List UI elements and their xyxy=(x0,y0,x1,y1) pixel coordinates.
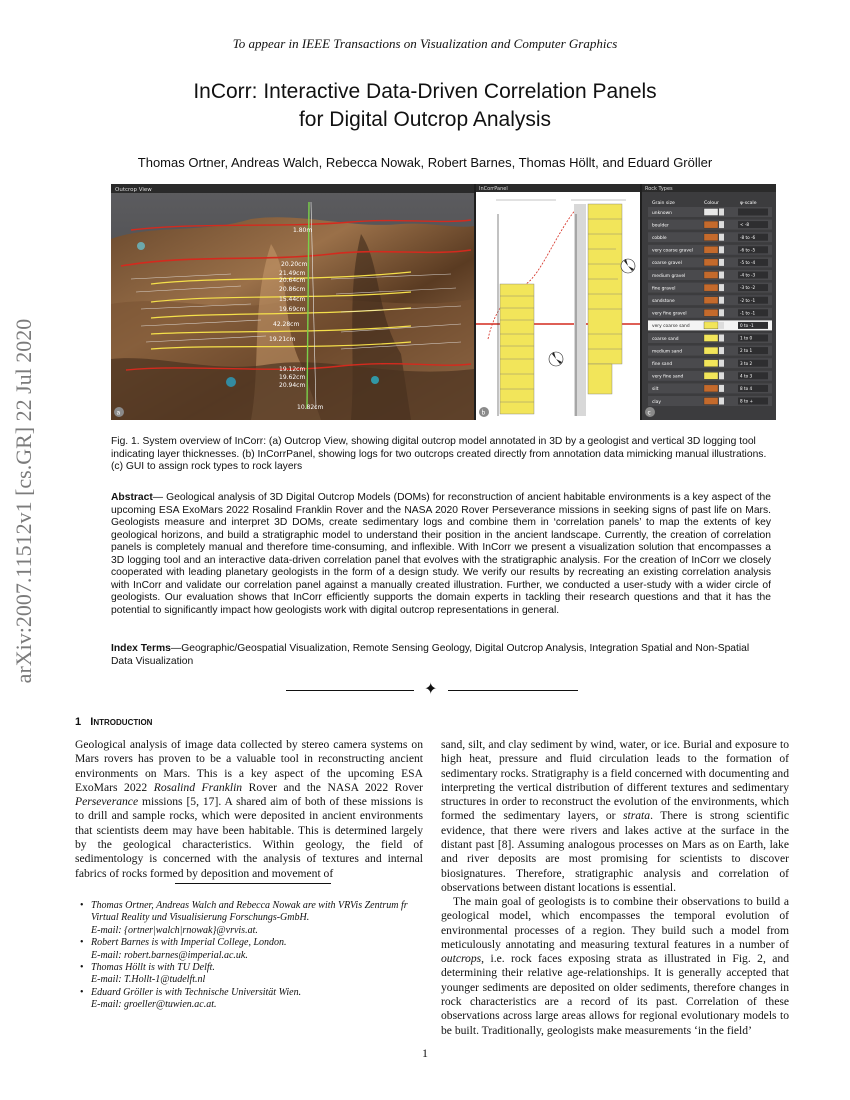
rock-type-name: boulder xyxy=(652,223,669,229)
title-line-1: InCorr: Interactive Data-Driven Correlation Panels xyxy=(193,80,657,103)
measurement-label: 20.94cm xyxy=(279,382,306,389)
measurement-label: 20.64cm xyxy=(279,277,306,284)
color-dropdown-button[interactable] xyxy=(719,309,724,316)
phi-value: -1 to -1 xyxy=(740,310,756,316)
incorr-panel[interactable] xyxy=(476,184,640,420)
rock-type-name: unknown xyxy=(652,210,672,216)
rock-types-label: Rock Types xyxy=(645,186,673,192)
phi-value: -4 to -3 xyxy=(740,272,756,278)
phi-value: 3 to 2 xyxy=(740,360,753,366)
color-dropdown-button[interactable] xyxy=(719,335,724,342)
phi-value: 4 to 3 xyxy=(740,373,753,379)
phi-value: 1 to 0 xyxy=(740,335,753,341)
rock-table-header: Grain size xyxy=(652,201,675,206)
rock-color-swatch[interactable] xyxy=(704,221,718,228)
measurement-label: 20.86cm xyxy=(279,286,306,293)
panel-letter-a: a xyxy=(116,409,121,417)
rock-type-name: medium gravel xyxy=(652,273,686,279)
separator-line-left xyxy=(286,690,414,691)
color-dropdown-button[interactable] xyxy=(719,234,724,241)
measurement-label: 15.44cm xyxy=(279,296,306,303)
color-dropdown-button[interactable] xyxy=(719,385,724,392)
rock-type-name: very fine gravel xyxy=(652,311,687,317)
intro-paragraph-2: sand, silt, and clay sediment by wind, water, or ice. Burial and exposure to high heat, pressure and fluid circulation leads to the formation of sedimentary rocks. Stratigraphy is a field concerned with documenting and interpreting the vertical distribution of different textures and sedimentary structures in order to reconstruct the evolution of the environments, which formed the sedimentary layers, or strata. There is strong scientific evidence, that there were rivers and lakes active at the surface in the distant past [8]. Assuming analogous processes on Mars as on Earth, lake and river deposits are most promising for scientists to discover biosignatures. Therefore, stratigraphic analysis and correlation of observations between distant locations is essential. xyxy=(441,738,789,894)
phi-value: 2 to 1 xyxy=(740,348,753,354)
measurement-label: 1.80m xyxy=(293,227,313,234)
measurement-label: 21.49cm xyxy=(279,270,306,277)
outcrop-view[interactable] xyxy=(111,184,474,420)
figure-1-graphic xyxy=(111,184,776,420)
author-footnotes xyxy=(80,900,425,1012)
rock-color-swatch[interactable] xyxy=(704,272,718,279)
rock-color-swatch[interactable] xyxy=(704,385,718,392)
rock-type-name: sandstone xyxy=(652,299,675,304)
footnote-rule xyxy=(175,883,331,884)
color-dropdown-button[interactable] xyxy=(719,259,724,266)
index-terms-text: —Geographic/Geospatial Visualization, Remote Sensing Geology, Digital Outcrop Analysis, Integration Spatial and Non-Spatial Data Visualization xyxy=(111,643,750,667)
measurement-label: 19.69cm xyxy=(279,306,306,313)
phi-value: -6 to -5 xyxy=(740,247,756,253)
color-dropdown-button[interactable] xyxy=(719,398,724,405)
title-line-2: for Digital Outcrop Analysis xyxy=(298,108,552,131)
rock-color-swatch[interactable] xyxy=(704,360,718,367)
abstract-label: Abstract xyxy=(111,492,153,503)
panel-letter-b: b xyxy=(481,409,486,417)
color-dropdown-button[interactable] xyxy=(719,284,724,291)
rock-type-name: coarse sand xyxy=(652,336,679,342)
rock-color-swatch[interactable] xyxy=(704,259,718,266)
phi-value: 8 to 4 xyxy=(740,386,753,391)
rock-color-swatch[interactable] xyxy=(704,297,718,304)
measurement-label: 10.82cm xyxy=(297,404,324,411)
rock-type-name: cobble xyxy=(652,236,667,241)
arxiv-stamp xyxy=(4,298,44,698)
rock-types-panel[interactable] xyxy=(642,184,776,420)
footnote-item: • Thomas Höllt is with TU Delft. E-mail: T.Hollt-1@tudelft.nl xyxy=(80,962,425,987)
rock-type-name: coarse gravel xyxy=(652,261,682,267)
measurement-label: 20.20cm xyxy=(281,261,308,268)
rock-color-swatch[interactable] xyxy=(704,246,718,253)
color-dropdown-button[interactable] xyxy=(719,246,724,253)
rock-color-swatch[interactable] xyxy=(704,234,718,241)
color-dropdown-button[interactable] xyxy=(719,209,724,216)
intro-paragraph-3: The main goal of geologists is to combine their observations to build a geological model, which encompasses the temporal evolution of environmental processes of a region. They build such a model from meticulously annotating and measuring textural features in a number of outcrops, i.e. rock faces exposing strata as illustrated in Fig. 2, and determining their relative age-relationships. It is generally accepted that younger sediments are deposited on older sediments, therefore changes in rock characteristics are a record of its past. Correlation of these observations across large areas allows for regional evolutionary models to be built. Traditionally, geologists make measurements ‘in the field’ xyxy=(441,895,789,1037)
author-list: Thomas Ortner, Andreas Walch, Rebecca Nowak, Robert Barnes, Thomas Höllt, and Eduard Gröller xyxy=(137,155,713,170)
rock-type-name: medium sand xyxy=(652,349,682,355)
section-heading xyxy=(75,716,152,728)
index-terms xyxy=(111,643,771,668)
measurement-label: 42.28cm xyxy=(273,321,300,328)
rock-type-name: very coarse sand xyxy=(652,324,690,330)
color-dropdown-button[interactable] xyxy=(719,372,724,379)
color-dropdown-button[interactable] xyxy=(719,347,724,354)
abstract-text: — Geological analysis of 3D Digital Outcrop Models (DOMs) for reconstruction of ancient habitable environments is a key aspect of the upcoming ESA ExoMars 2022 Rosalind Franklin Rover and the NASA 2020 Rover Perseverance missions in seeking signs of past life on Mars. Geologists measure and interpret 3D DOMs, create sedimentary logs and combine them in ‘correlation panels’ to map the extents of key geological horizons, and build a stratigraphic model to understand their position in the ancient landscape. Currently, the creation of correlation panels is completely manual and therefore time-consuming, and inflexible. With InCorr we present a visualization solution that encompasses a 3D logging tool and an interactive data-driven correlation panel that evolves with the stratigraphic analysis. For the creation of InCorr we closely cooperated with leading planetary geologists in the form of a design study. We verify our results by recreating an existing correlation analysis with InCorr and validate our correlation panel against a manually created illustration. Further, we conducted a user-study with a wider circle of geologists. Our evaluation shows that InCorr efficiently supports the domain experts in tackling their research questions and that it has the potential to significantly impact how geologists work with digital outcrop representations in general. xyxy=(111,492,771,616)
measurement-label: 19.62cm xyxy=(279,374,306,381)
rock-type-name: very coarse gravel xyxy=(652,248,693,254)
rock-color-swatch[interactable] xyxy=(704,398,718,405)
incorr-panel-label: InCorrPanel xyxy=(479,186,508,192)
phi-value: 8 to + xyxy=(740,398,754,404)
color-dropdown-button[interactable] xyxy=(719,221,724,228)
rock-table-header: φ-scale xyxy=(740,201,757,206)
panel-letter-c: c xyxy=(647,409,651,417)
rock-color-swatch[interactable] xyxy=(704,347,718,354)
footnote-item: • Robert Barnes is with Imperial College, London. E-mail: robert.barnes@imperial.ac.uk. xyxy=(80,937,425,962)
measurement-label: 19.12cm xyxy=(279,366,306,373)
paper-title xyxy=(0,78,850,134)
color-dropdown-button[interactable] xyxy=(719,322,724,329)
rock-color-swatch[interactable] xyxy=(704,322,718,329)
arxiv-identifier: arXiv:2007.11512v1 [cs.GR] 22 Jul 2020 xyxy=(11,318,36,684)
phi-value: -3 to -2 xyxy=(740,285,756,291)
rock-color-swatch[interactable] xyxy=(704,209,718,216)
rock-type-name: very fine sand xyxy=(652,374,684,380)
color-dropdown-button[interactable] xyxy=(719,360,724,367)
abstract xyxy=(111,492,771,617)
rock-color-swatch[interactable] xyxy=(704,309,718,316)
rock-color-swatch[interactable] xyxy=(704,284,718,291)
footnote-item: • Eduard Gröller is with Technische Universität Wien. E-mail: groeller@tuwien.ac.at. xyxy=(80,987,425,1012)
rock-type-name: fine gravel xyxy=(652,286,676,292)
color-dropdown-button[interactable] xyxy=(719,272,724,279)
separator-diamond: ✦ xyxy=(424,681,438,698)
figure-caption: Fig. 1. System overview of InCorr: (a) Outcrop View, showing digital outcrop model annotated in 3D by a geologist and vertical 3D logging tool indicating layer thicknesses. (b) InCorrPanel, showing logs for two outcrops created directly from annotation data mimicking manual illustrations. (c) GUI to assign rock types to rock layers xyxy=(111,436,767,472)
section-title: Introduction xyxy=(90,716,153,728)
section-number: 1 xyxy=(75,716,82,728)
rock-type-name: silt xyxy=(652,387,659,393)
page-number: 1 xyxy=(422,1046,428,1060)
measurement-label: 19.21cm xyxy=(269,336,296,343)
journal-header: To appear in IEEE Transactions on Visualization and Computer Graphics xyxy=(232,36,618,51)
phi-value: < -8 xyxy=(740,222,750,228)
rock-type-name: fine sand xyxy=(652,362,673,367)
rock-color-swatch[interactable] xyxy=(704,335,718,342)
phi-field[interactable] xyxy=(738,209,768,216)
phi-value: -8 to -6 xyxy=(740,234,756,240)
separator-line-right xyxy=(448,690,578,691)
outcrop-view-label: Outcrop View xyxy=(115,187,152,193)
figure-1 xyxy=(111,184,776,420)
rock-type-name: clay xyxy=(652,399,661,405)
intro-paragraph-1: Geological analysis of image data collected by stereo camera systems on Mars rovers has proven to be a valuable tool in reconstructing ancient environments on Mars. This is a key aspect of the upcoming ESA ExoMars 2022 Rosalind Franklin Rover and the NASA 2022 Rover Perseverance missions [5, 17]. A shared aim of both of these missions is to drill and sample rocks, which were deposited in ancient environments that scientists deem may have been habitable. This is determined largely by the geological characteristics. Within geology, the field of sedimentology is concerned with the analysis of textures and internal fabrics of rocks formed by deposition and movement of xyxy=(75,738,423,880)
rock-table-header: Colour xyxy=(704,201,719,206)
index-terms-label: Index Terms xyxy=(111,643,171,654)
phi-value: -2 to -1 xyxy=(740,297,756,303)
phi-value: -5 to -4 xyxy=(740,260,756,265)
rock-color-swatch[interactable] xyxy=(704,372,718,379)
color-dropdown-button[interactable] xyxy=(719,297,724,304)
footnote-item: • Thomas Ortner, Andreas Walch and Rebecca Nowak are with VRVis Zentrum fr Virtual Reality und Visualisierung Forschungs-GmbH. E-mail: {ortner|walch|rnowak}@vrvis.at. xyxy=(80,900,425,937)
phi-value: 0 to -1 xyxy=(740,323,754,328)
